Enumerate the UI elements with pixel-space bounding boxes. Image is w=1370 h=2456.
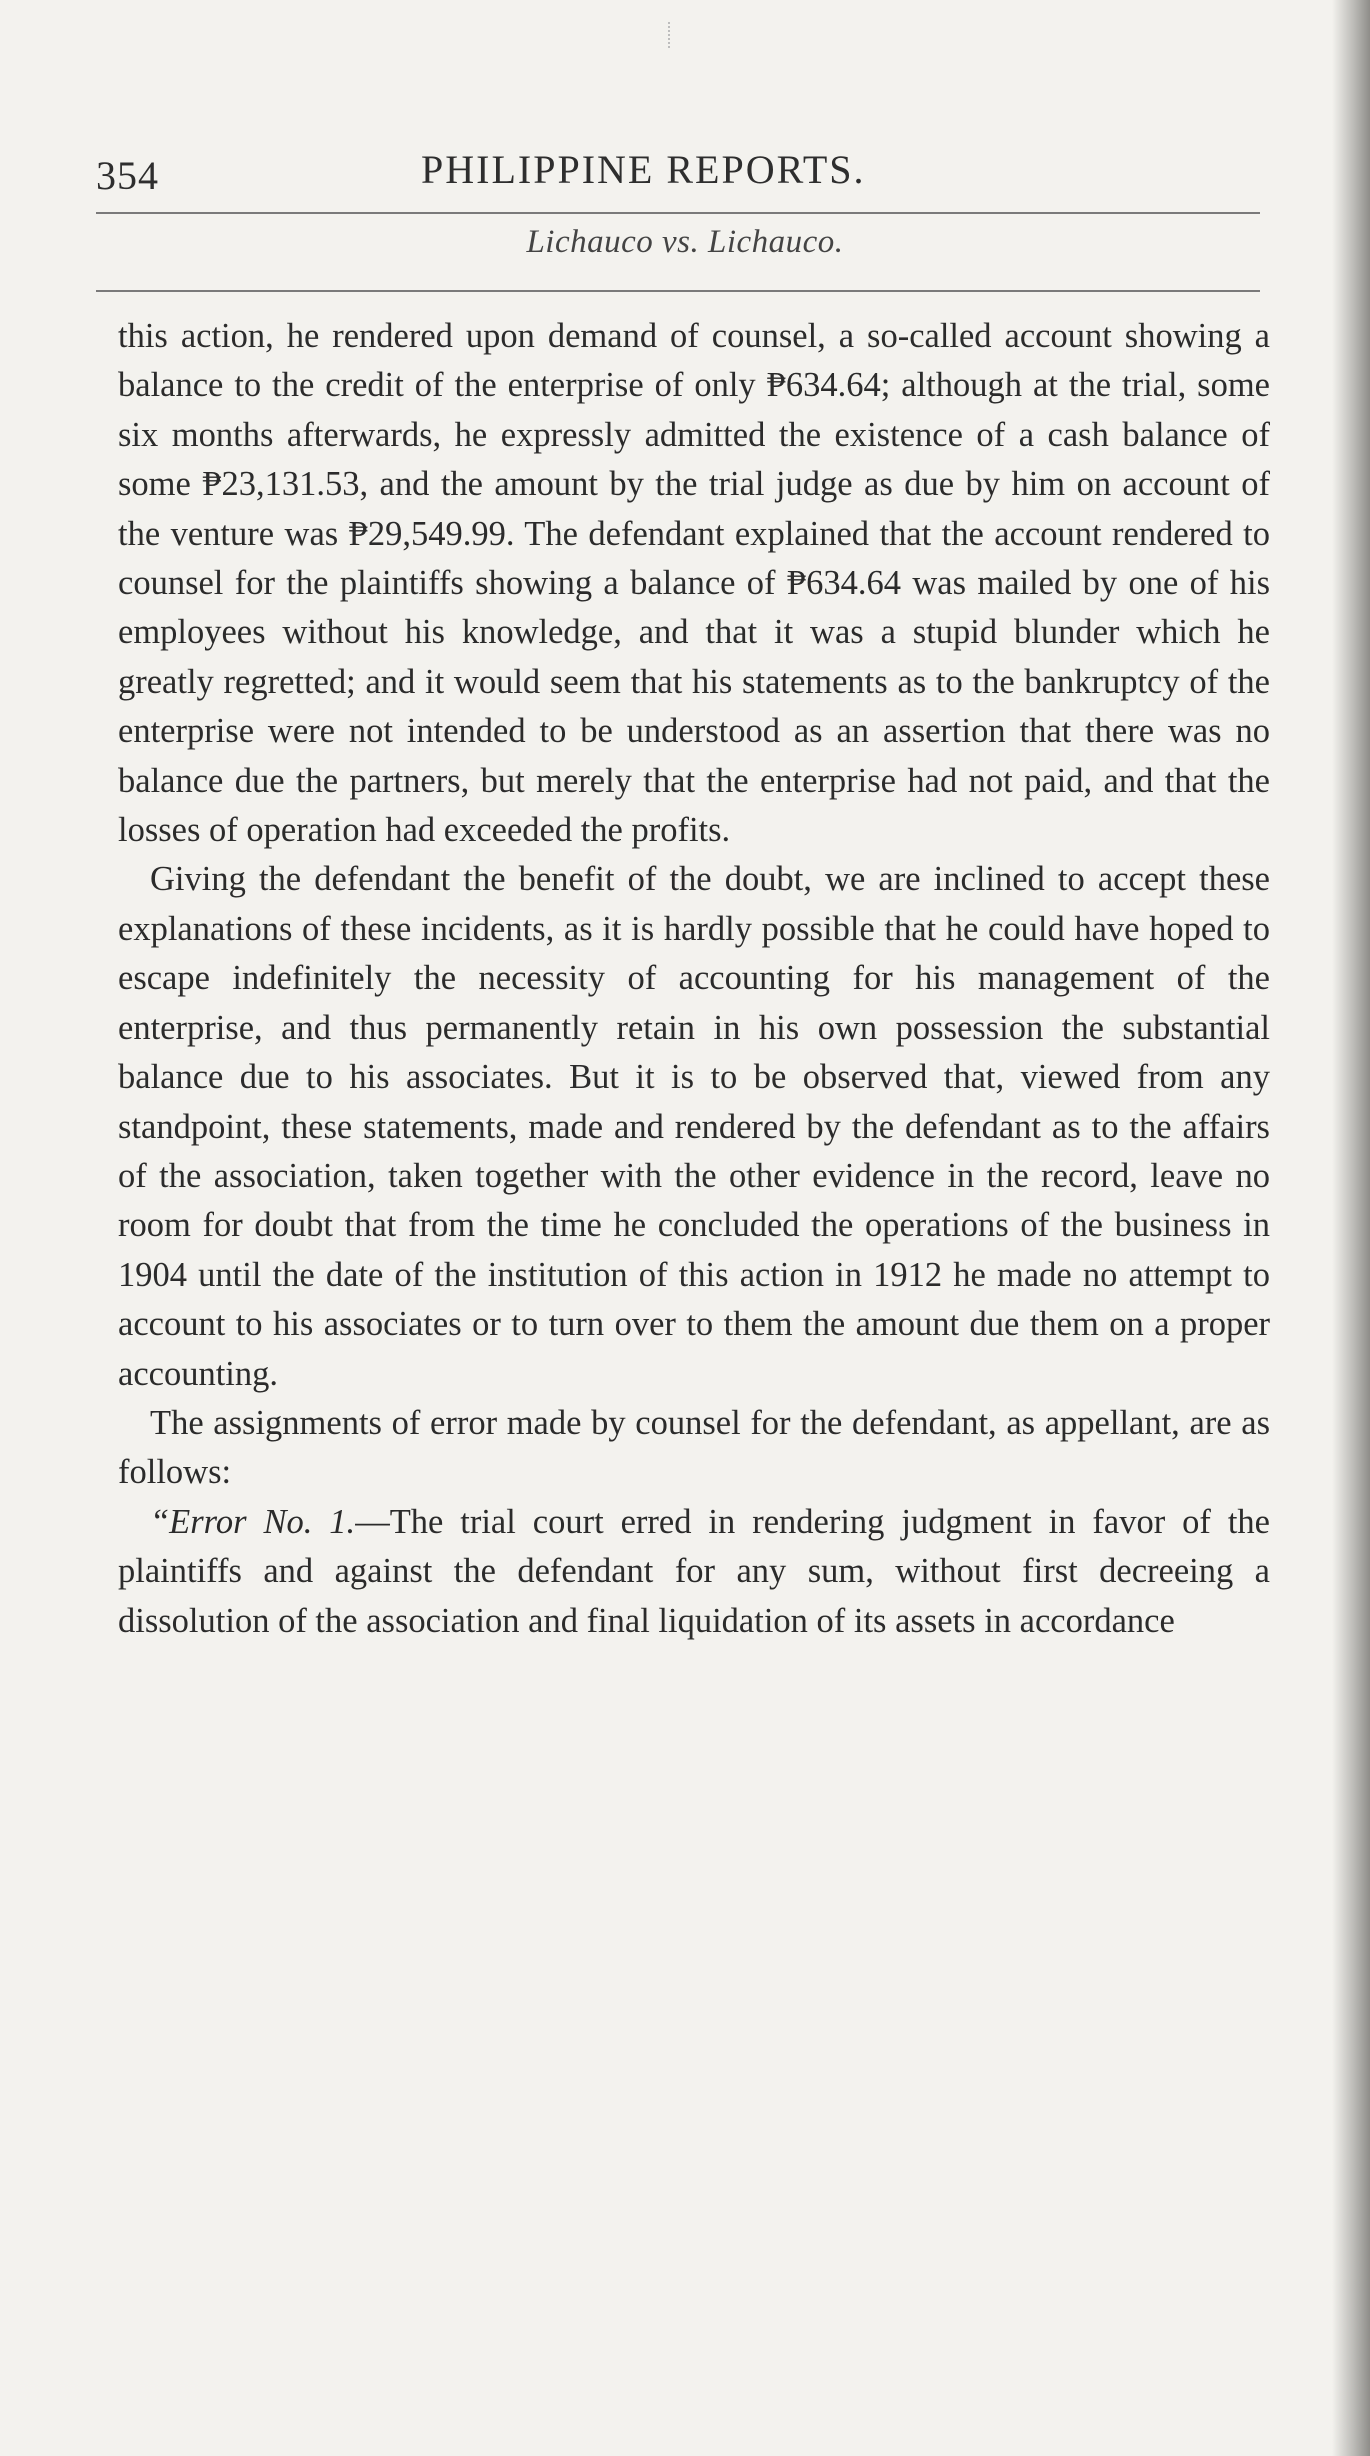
header-rule-top: [96, 212, 1260, 214]
case-title: Lichauco vs. Lichauco.: [526, 224, 844, 260]
running-head: [96, 147, 1256, 212]
error-quote-label: “Error No. 1.: [150, 1502, 356, 1541]
page-edge-shadow: [1332, 0, 1370, 2456]
header-rule-bottom: [96, 290, 1260, 292]
error-quote-paragraph: [118, 1498, 1270, 1646]
body-text: [118, 312, 1270, 1646]
page-number: 354: [96, 153, 159, 198]
paragraph-2: Giving the defendant the benefit of the doubt, we are inclined to accept these explanations of these incidents, as it is hardly possible that he could have hoped to escape indefinitely the necessity of accounting for his management of the enterprise, and thus permanently retain in his own possession the substantial balance due to his associates. But it is to be observed that, viewed from any standpoint, these statements, made and rendered by the defendant as to the affairs of the association, taken together with the other evidence in the record, leave no room for doubt that from the time he concluded the operations of the business in 1904 until the date of the institution of this action in 1912 he made no attempt to account to his associates or to turn over to them the amount due them on a proper accounting.: [118, 860, 1270, 1393]
scan-mark: [668, 22, 672, 48]
journal-title: PHILIPPINE REPORTS.: [421, 147, 866, 192]
paragraph-3: The assignments of error made by counsel for the defendant, as appellant, are as follows:: [118, 1403, 1270, 1492]
paragraph-1: this action, he rendered upon demand of counsel, a so-called account showing a balance to the credit of the enterprise of only ₱634.64; although at the trial, some six months afterwards, he expressly admitted the existence of a cash balance of some ₱23,131.53, and the amount by the trial judge as due by him on account of the venture was ₱29,549.99. The defendant explained that the account rendered to counsel for the plaintiffs showing a balance of ₱634.64 was mailed by one of his employees without his knowledge, and that it was a stupid blunder which he greatly regretted; and it would seem that his statements as to the bankruptcy of the enterprise were not intended to be understood as an assertion that there was no balance due the partners, but merely that the enterprise had not paid, and that the losses of operation had exceeded the profits.: [118, 317, 1270, 850]
error-quote-text: —The trial court erred in rendering judgment in favor of the plaintiffs and against the defendant for any sum, without first decreeing a dissolution of the association and final liquidation of its assets in accordance: [118, 1502, 1270, 1640]
